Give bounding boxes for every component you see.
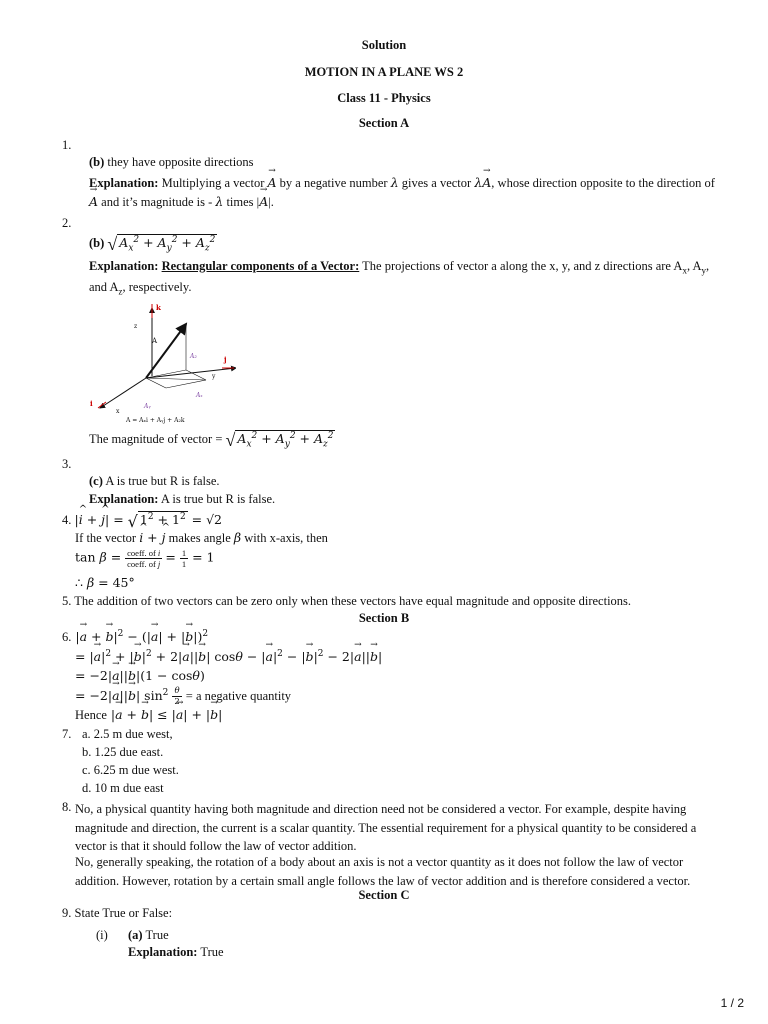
- q2-magnitude: The magnitude of vector = √ $A_x^2 + A_y^2 + A_z^2$: [89, 430, 334, 451]
- projection-line: [166, 380, 206, 388]
- q6-line5: Hence |→ a + → b| ≤ |→ a| + |→ b|: [75, 707, 222, 723]
- q6-line3: = −2|→ a||→ b|(1 − cosθ): [75, 668, 205, 683]
- svg-text:x: x: [116, 408, 120, 415]
- q1-number: 1.: [62, 138, 72, 152]
- q2-answer: (b) √ $A_x^2 + A_y^2 + A_z^2$: [89, 234, 216, 255]
- q3-explanation: Explanation: A is true but R is false.: [89, 492, 276, 506]
- q7-item: b. 1.25 due east.: [82, 745, 164, 759]
- svg-text:Aₓ: Aₓ: [196, 392, 203, 399]
- q7-item: c. 6.25 m due west.: [82, 763, 179, 777]
- q1-answer: (b) they have opposite directions: [89, 155, 254, 169]
- q3-answer: (c) A is true but R is false.: [89, 474, 220, 488]
- svg-text:Aᵧ: Aᵧ: [144, 403, 151, 410]
- q4-line2: If the vector ^ i + ^ j makes angle β with x-axis, then: [75, 530, 328, 546]
- svg-text:A: A: [152, 337, 158, 345]
- q1-explanation-line1: Explanation: Multiplying a vector → A by a negative number λ gives a vector λ→ A, whose direction opposite to the direction of: [89, 175, 715, 191]
- class-subject: Class 11 - Physics: [337, 91, 431, 105]
- q4-line4: ∴ β = 45°: [75, 575, 135, 590]
- page-number: 1 / 2: [720, 996, 744, 1010]
- y-axis: [146, 368, 236, 378]
- q2-number: 2.: [62, 216, 72, 230]
- svg-text:A = Aₓi + Aᵧj + A₂k: A = Aₓi + Aᵧj + A₂k: [126, 417, 185, 424]
- q9-sub-number: (i): [96, 928, 108, 942]
- q7-item: a. 2.5 m due west,: [82, 727, 173, 741]
- svg-text:y: y: [212, 373, 216, 380]
- q7-number: 7.: [62, 727, 72, 741]
- q9-answer: (a) True: [128, 928, 169, 942]
- svg-text:i: i: [90, 399, 93, 408]
- q8-para1: No, a physical quantity having both magnitude and direction need not be considered a vector. For example, despite having magnitude and direction, the current is a scalar quantity. The essential requirement for a physical quantity to be considered a vector is that it should follow the law of vector addition.: [75, 802, 697, 853]
- projection-line: [146, 378, 206, 380]
- svg-text:z: z: [134, 323, 138, 330]
- svg-text:A₂: A₂: [190, 353, 197, 360]
- section-a-heading: Section A: [358, 116, 410, 130]
- q9-explanation: Explanation: True: [128, 945, 224, 959]
- q3-number: 3.: [62, 457, 72, 471]
- svg-text:k: k: [156, 303, 161, 312]
- q6-line1: 6. |→ a + → $b|^2$ − (|→ a| + |→ b|)$^2$: [62, 629, 208, 645]
- q7-item: d. 10 m due east: [82, 781, 164, 795]
- q1-explanation-line2: → A and it’s magnitude is - λ times |→ A|.: [89, 194, 274, 210]
- section-b-heading: Section B: [358, 611, 410, 625]
- worksheet-title: MOTION IN A PLANE WS 2: [304, 65, 464, 79]
- section-c-heading: Section C: [358, 888, 410, 902]
- projection-line: [146, 378, 166, 388]
- q2-explanation: Explanation: Rectangular components of a Vector: The projections of vector a along the x, y, and z directions are $A_x$, $A_y$,: [89, 259, 710, 276]
- q8-para2: No, generally speaking, the rotation of a body about an axis is not a vector quantity as it does not follow the law of vector addition. However, rotation by a certain small angle follows the law of vector addition and is therefore considered a vector.: [75, 855, 691, 888]
- q4-line1: 4. |^ i + ^ j| = √ $1^2 + 1^2 = √2$: [62, 511, 222, 531]
- q6-line2: = |→ $a|^2$ + |→ $b|^2 + 2|\to a||\to b|$ cosθ − |→ $a|^2$ − |→ $b|^2 - 2|\to a||\to b|$: [75, 649, 382, 664]
- q8-number: 8.: [62, 800, 72, 814]
- q6-line4: = −2|→ a||→ b| $\sin^2$ $\frac{\theta}{2}$ = a negative quantity: [75, 686, 291, 707]
- x-axis: [100, 378, 146, 408]
- svg-text:j: j: [224, 355, 227, 364]
- q5-text: 5. The addition of two vectors can be zero only when these vectors have equal magnitude and opposite directions.: [62, 594, 632, 608]
- q9-heading: 9. State True or False:: [62, 906, 173, 920]
- q2-explanation-line2: and $A_z$, respectively.: [89, 280, 192, 297]
- vector-components-figure: [86, 302, 236, 424]
- doc-title: Solution: [361, 38, 407, 52]
- q4-line3: tan β = $\frac{\text{coeff. of i}}{\text{coeff. of j}}$ = $\frac{1}{1}$ = 1: [75, 548, 215, 569]
